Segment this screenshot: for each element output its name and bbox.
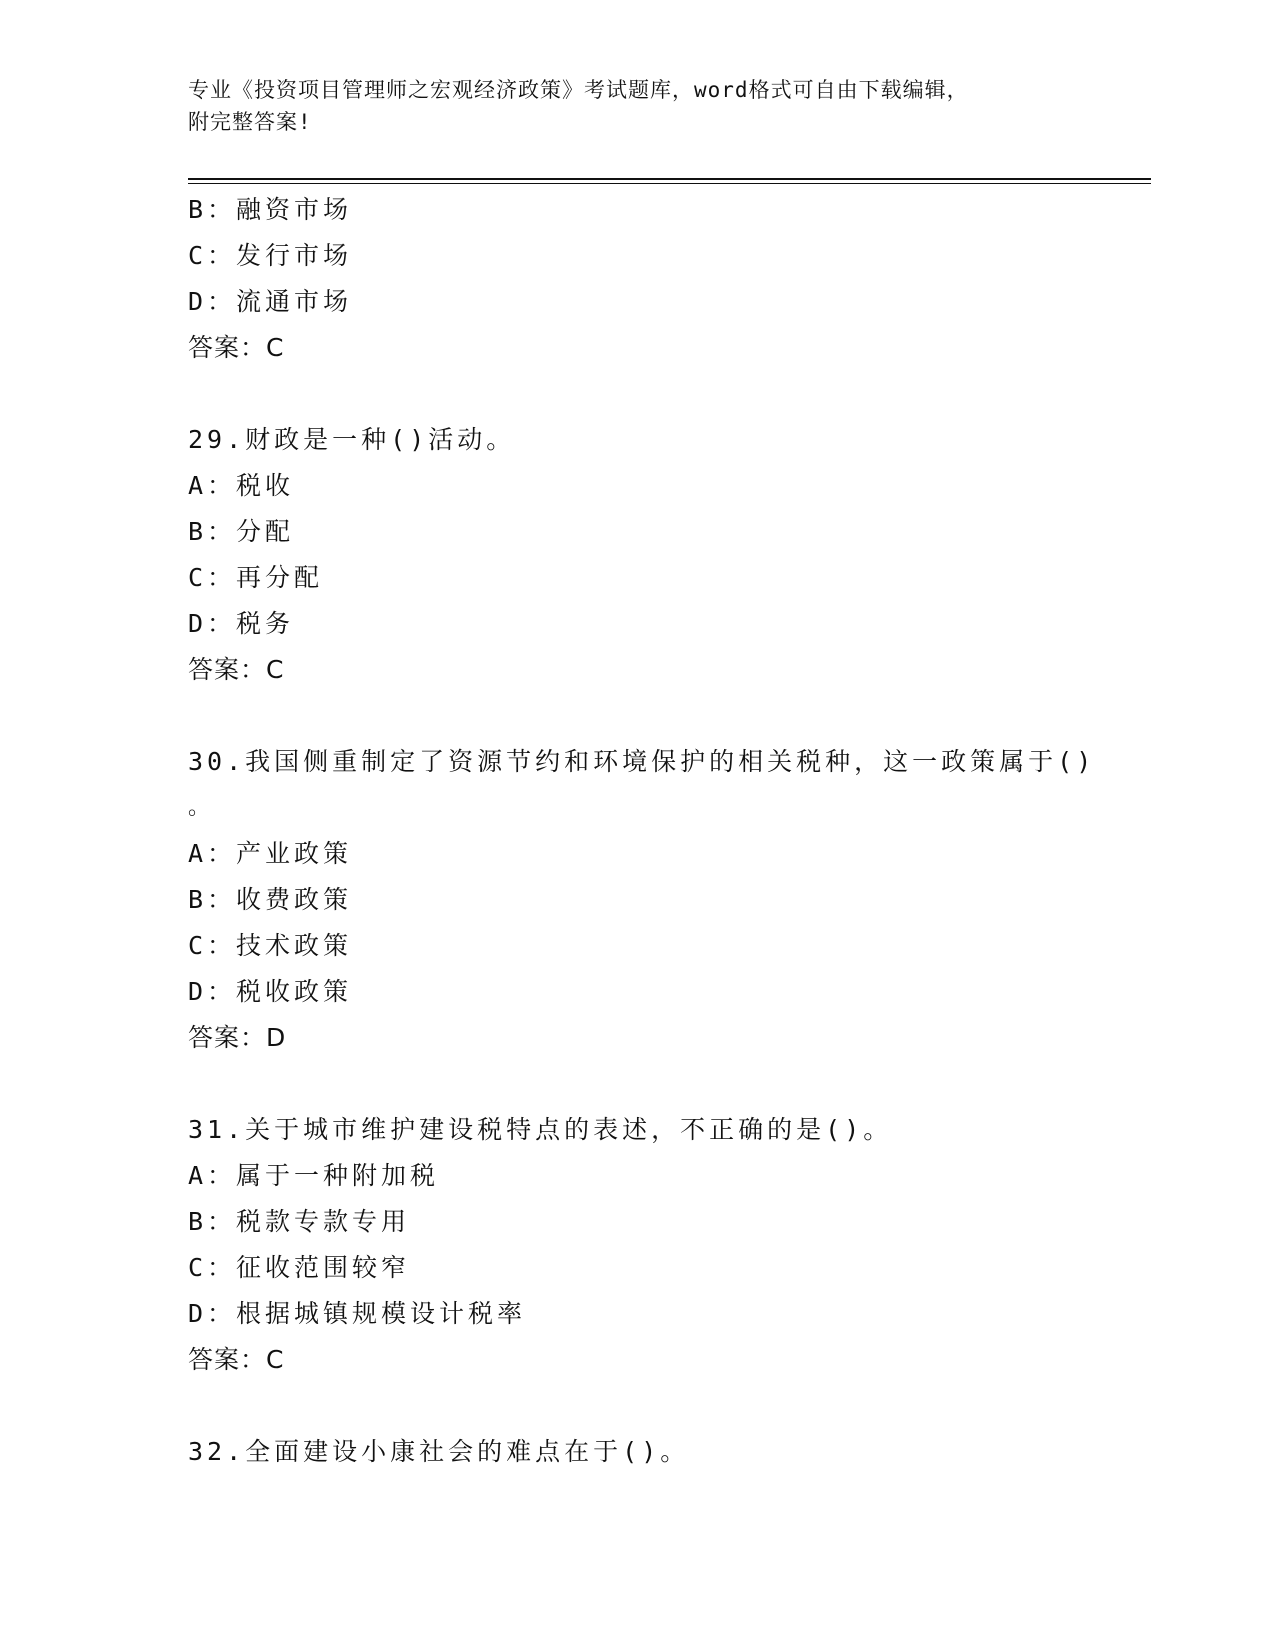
spacer xyxy=(188,371,1088,417)
spacer xyxy=(188,693,1088,739)
option-c: C：征收范围较窄 xyxy=(188,1253,411,1282)
header-line-2: 附完整答案! xyxy=(188,110,312,134)
header-divider-thin xyxy=(188,183,1151,184)
question-32-block xyxy=(188,1429,1088,1475)
option-b: B：税款专款专用 xyxy=(188,1207,411,1236)
answer-line: 答案：D xyxy=(188,1023,287,1052)
option-d: D：税务 xyxy=(188,609,295,638)
option-a: A：产业政策 xyxy=(188,839,353,868)
question-28-block xyxy=(188,187,1088,371)
option-a: A：属于一种附加税 xyxy=(188,1161,440,1190)
question-list xyxy=(188,187,1096,1475)
header-divider-thick xyxy=(188,178,1151,180)
option-c: C：技术政策 xyxy=(188,931,353,960)
option-a: A：税收 xyxy=(188,471,295,500)
question-31-block xyxy=(188,1107,1088,1383)
question-30-block xyxy=(188,739,1096,1061)
question-text-continuation: 。 xyxy=(188,795,211,820)
option-b: B：融资市场 xyxy=(188,195,353,224)
option-d: D：流通市场 xyxy=(188,287,353,316)
option-d: D：根据城镇规模设计税率 xyxy=(188,1299,527,1328)
answer-line: 答案：C xyxy=(188,1345,285,1374)
answer-line: 答案：C xyxy=(188,655,285,684)
option-b: B：分配 xyxy=(188,517,295,546)
question-text: 31.关于城市维护建设税特点的表述，不正确的是()。 xyxy=(188,1115,893,1144)
option-c: C：再分配 xyxy=(188,563,324,592)
spacer xyxy=(188,1061,1088,1107)
question-text: 29.财政是一种()活动。 xyxy=(188,425,516,454)
header-line-1: 专业《投资项目管理师之宏观经济政策》考试题库，word格式可自由下载编辑， xyxy=(188,78,969,102)
document-header xyxy=(188,74,1068,138)
question-29-block xyxy=(188,417,1088,693)
option-b: B：收费政策 xyxy=(188,885,353,914)
spacer xyxy=(188,1383,1088,1429)
question-text: 30.我国侧重制定了资源节约和环境保护的相关税种，这一政策属于() xyxy=(188,747,1096,776)
answer-line: 答案：C xyxy=(188,333,285,362)
option-c: C：发行市场 xyxy=(188,241,353,270)
question-text: 32.全面建设小康社会的难点在于()。 xyxy=(188,1437,690,1466)
option-d: D：税收政策 xyxy=(188,977,353,1006)
